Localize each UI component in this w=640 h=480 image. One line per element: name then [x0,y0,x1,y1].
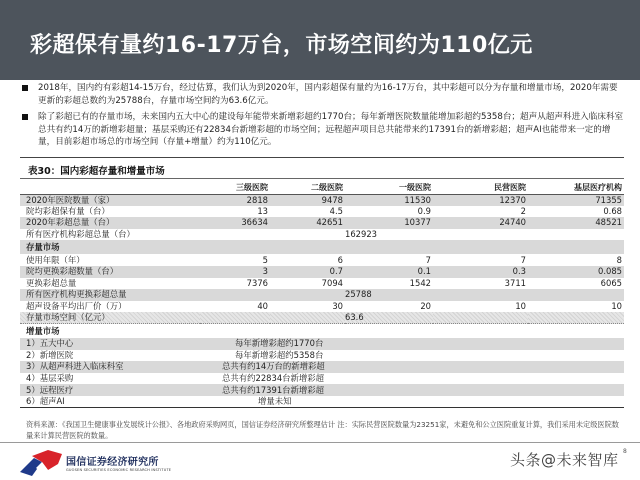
cell: 11530 [345,194,433,206]
bullet-item [20,82,625,107]
summary-bullets [20,82,625,153]
section-header-stock [20,240,624,254]
row-label: 2020年彩超总量（台） [20,217,200,229]
logo-mark-icon [18,450,64,476]
table-row [20,396,624,408]
cell: 20 [420,301,431,312]
section-title: 存量市场 [20,240,200,254]
bullet-text: 除了彩超已有的存量市场，未来国内五大中心的建设每年能带来新增彩超约1770台；每年新增医院数量能增加彩超约5358台；超声从超声科进入临床科室总共有约14万的新增彩超量；基层采购还有22834台新增彩超的市场空间；远程超声项目总共能带来约17391台的新增彩超；超声AI也能带来一定的增量，目前彩超市场总的市场空间（存量+增量）约为110亿元。 [38,112,624,147]
table-row [20,266,624,278]
cell: 2818 [200,194,270,206]
logo-text-en: GUOSEN SECURITIES ECONOMIC RESEARCH INSTITUTE [66,468,172,472]
cell: 0.68 [603,205,622,216]
row-label: 院均更换彩超数量（台） [20,266,200,278]
row-label: 超声设备平均出厂价（万） [26,301,127,312]
cell: 71355 [528,194,624,206]
cell: 13 [257,205,268,216]
row-label: 1）五大中心 [20,338,200,350]
row-label: 3）从超声科进入临床科室 [20,361,200,373]
cell: 30 [332,301,343,312]
cell: 7376 [246,277,268,288]
row-label: 6）超声AI [20,396,200,408]
column-header: 民营医院 [494,182,526,192]
cell: 24740 [433,217,528,229]
row-label: 存量市场空间（亿元） [20,312,200,324]
column-header [20,181,200,194]
merged-cell: 每年新增彩超约1770台 [200,338,624,350]
cell: 10 [515,301,526,312]
watermark: 头条@未来智库 [510,451,619,469]
cell: 6 [337,254,343,265]
merged-cell: 总共有约22834台新增彩超 [222,373,325,384]
cell: 0.1 [345,266,433,278]
merged-cell: 25788 [345,289,433,301]
cell: 0.9 [417,205,431,216]
divider [20,178,624,179]
table-row [20,384,624,396]
section-header-increment [20,324,624,338]
table-header-row [20,181,624,194]
row-label: 所有医疗机构更换彩超总量 [20,289,200,301]
column-header: 基层医疗机构 [574,182,622,192]
table-row [20,194,624,206]
section-title: 增量市场 [26,325,60,336]
cell: 7 [520,254,526,265]
cell: 7094 [321,277,343,288]
cell: 36634 [200,217,270,229]
table-row [20,217,624,229]
table-title: 表30：国内彩超存量和增量市场 [28,166,165,177]
logo-text-cn: 国信证券经济研究所 [66,457,159,468]
cell: 42651 [270,217,345,229]
cell: 7 [425,254,431,265]
company-logo [18,448,218,476]
row-label: 所有医疗机构彩超总量（台） [26,229,135,240]
row-label: 使用年限（年） [26,254,85,265]
table-row [20,301,624,313]
row-label: 5）远程医疗 [20,384,200,396]
merged-cell: 总共有约14万台的新增彩超 [200,361,624,373]
cell: 0.085 [528,266,624,278]
cell: 4.5 [329,205,343,216]
divider [20,157,624,158]
table-row [20,338,624,350]
bullet-text: 2018年，国内约有彩超14-15万台，经过估算，我们认为到2020年，国内彩超保有量约为16-17万台，其中彩超可以分为存量和增量市场，2020年需要更新的彩超总数约为25788台，存量市场空间约为63.6亿元。 [38,83,618,106]
cell: 5 [262,254,268,265]
title-bar [0,0,640,80]
cell: 12370 [433,194,528,206]
merged-cell: 63.6 [345,312,433,324]
column-header: 三级医院 [236,182,268,192]
cell: 1542 [409,277,431,288]
cell: 8 [616,254,622,265]
table-row [20,206,624,218]
page-title: 彩超保有量约16-17万台，市场空间约为110亿元 [30,33,533,58]
cell: 2 [520,205,526,216]
table-row [20,373,624,385]
table-row [20,254,624,266]
footer-divider [0,442,640,443]
merged-cell: 每年新增彩超约5358台 [235,349,324,360]
merged-cell: 增量未知 [200,396,624,408]
bullet-square-icon [22,85,28,91]
cell: 9478 [270,194,345,206]
table-row [20,361,624,373]
row-label: 院均彩超保有量（台） [26,205,110,216]
cell: 10 [611,301,622,312]
cell: 3711 [504,277,526,288]
market-table [20,181,624,408]
cell: 3 [200,266,270,278]
row-label: 2）新增医院 [26,349,74,360]
merged-cell: 162923 [345,229,377,240]
cell: 40 [257,301,268,312]
row-label: 更换彩超总量 [26,277,77,288]
merged-cell: 总共有约17391台新增彩超 [200,384,624,396]
cell: 10377 [345,217,433,229]
cell: 0.3 [433,266,528,278]
table-row [20,350,624,362]
table-row [20,229,624,241]
cell: 6065 [600,277,622,288]
table-row [20,312,624,324]
row-label: 2020年医院数量（家） [20,194,200,206]
column-header: 二级医院 [311,182,343,192]
column-header: 一级医院 [399,182,431,192]
row-label: 4）基层采购 [26,373,74,384]
bullet-square-icon [22,114,28,120]
cell: 0.7 [270,266,345,278]
table-row [20,278,624,290]
bullet-item [20,111,625,149]
table-row [20,289,624,301]
page-number: 8 [623,448,627,455]
cell: 48521 [528,217,624,229]
source-note: 资料来源：《我国卫生健康事业发展统计公报》、各地政府采购网页，国信证券经济研究所整理估计 注：实际民营医院数量为23251家，未避免和公立医院重复计算，我们采用未定级医院数量来计算民营医院的数量。 [26,420,619,440]
